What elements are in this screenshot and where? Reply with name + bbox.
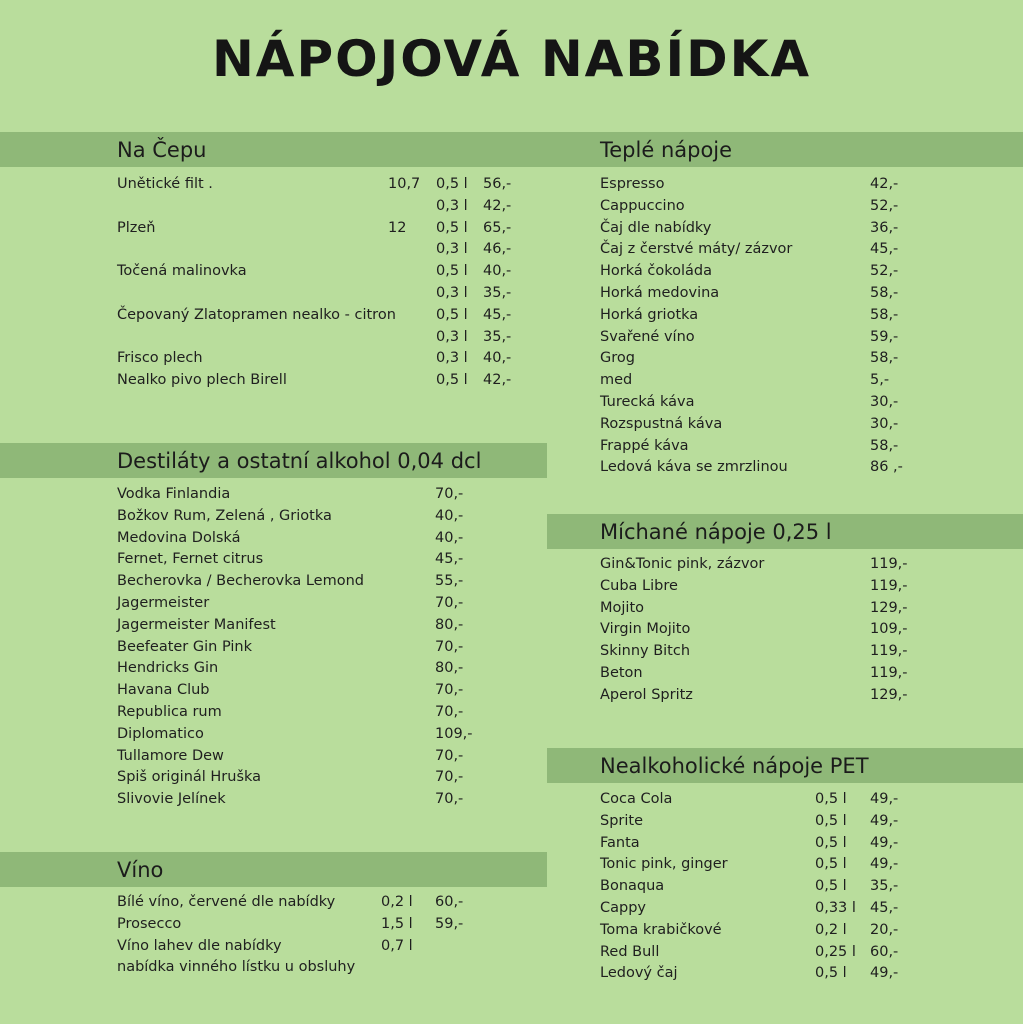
item-price: 60,- bbox=[870, 943, 899, 960]
item-name: Red Bull bbox=[600, 943, 660, 960]
menu-item-row bbox=[600, 788, 1020, 810]
menu-item-row bbox=[600, 304, 1020, 326]
item-price: 58,- bbox=[870, 285, 899, 301]
item-name: Sprite bbox=[600, 812, 644, 829]
menu-item-row bbox=[600, 640, 1020, 662]
menu-item-row bbox=[117, 347, 537, 369]
menu-item-row bbox=[600, 195, 1020, 217]
item-name: Tonic pink, ginger bbox=[600, 856, 728, 873]
menu-item-row bbox=[600, 941, 1020, 963]
menu-item-row bbox=[600, 875, 1020, 897]
item-name: Cappuccino bbox=[600, 197, 685, 214]
menu-item-row bbox=[117, 527, 537, 549]
menu-item-row bbox=[117, 570, 537, 592]
item-price: 80,- bbox=[435, 660, 464, 677]
item-price: 70,- bbox=[435, 486, 464, 502]
menu-item-row bbox=[600, 662, 1020, 684]
menu-item-row bbox=[600, 919, 1020, 941]
item-name: Ledová káva se zmrzlinou bbox=[600, 459, 788, 476]
item-name: Grog bbox=[600, 350, 635, 367]
item-volume: 0,3 l bbox=[436, 328, 468, 345]
item-volume: 0,33 l bbox=[815, 900, 856, 916]
menu-item-row bbox=[117, 173, 537, 195]
menu-item-row bbox=[117, 891, 537, 913]
item-name: Toma krabičkové bbox=[600, 921, 722, 938]
item-price: 109,- bbox=[870, 621, 908, 638]
item-name: Fanta bbox=[600, 834, 640, 851]
item-name: Točená malinovka bbox=[117, 263, 247, 280]
item-volume: 0,5 l bbox=[815, 791, 847, 807]
item-price: 40,- bbox=[435, 529, 464, 546]
item-price: 70,- bbox=[435, 638, 464, 655]
item-volume: 0,7 l bbox=[381, 937, 413, 954]
item-name: Vodka Finlandia bbox=[117, 486, 231, 502]
item-price: 45,- bbox=[870, 241, 899, 258]
item-name: Božkov Rum, Zelená , Griotka bbox=[117, 507, 332, 524]
item-price: 40,- bbox=[483, 350, 512, 367]
section-heading-na-cepu: Na Čepu bbox=[0, 132, 547, 167]
item-name: Čepovaný Zlatopramen nealko - citron bbox=[117, 306, 396, 323]
item-name: Svařené víno bbox=[600, 328, 695, 345]
section-heading-teple-napoje: Teplé nápoje bbox=[547, 132, 1023, 167]
item-price: 70,- bbox=[435, 769, 464, 786]
item-name: Turecká káva bbox=[600, 394, 695, 410]
item-name: Bílé víno, červené dle nabídky bbox=[117, 894, 336, 910]
section-heading-michane-napoje: Míchané nápoje 0,25 l bbox=[547, 514, 1023, 549]
item-price: 40,- bbox=[435, 507, 464, 524]
item-name: Fernet, Fernet citrus bbox=[117, 551, 264, 568]
item-price: 119,- bbox=[870, 643, 908, 660]
item-name: Skinny Bitch bbox=[600, 643, 691, 660]
item-name: Hendricks Gin bbox=[117, 660, 219, 677]
item-price: 40,- bbox=[483, 263, 512, 280]
item-name: Ledový čaj bbox=[600, 965, 678, 982]
item-price: 30,- bbox=[870, 415, 899, 432]
item-volume: 0,5 l bbox=[436, 176, 468, 192]
menu-item-row bbox=[600, 575, 1020, 597]
item-price: 42,- bbox=[483, 197, 512, 214]
item-name: Frappé káva bbox=[600, 437, 689, 454]
item-name: Mojito bbox=[600, 599, 644, 616]
item-price: 55,- bbox=[435, 573, 464, 590]
item-price: 59,- bbox=[435, 915, 464, 932]
item-name: Prosecco bbox=[117, 915, 182, 932]
menu-item-row bbox=[600, 810, 1020, 832]
item-price: 70,- bbox=[435, 704, 464, 720]
menu-item-row bbox=[117, 326, 537, 348]
menu-item-row bbox=[600, 369, 1020, 391]
menu-item-row bbox=[600, 618, 1020, 640]
item-price: 35,- bbox=[870, 878, 899, 895]
item-price: 70,- bbox=[435, 595, 464, 611]
item-name: Virgin Mojito bbox=[600, 621, 691, 638]
item-price: 49,- bbox=[870, 834, 899, 851]
item-price: 119,- bbox=[870, 665, 908, 681]
item-price: 35,- bbox=[483, 285, 512, 301]
item-name: nabídka vinného lístku u obsluhy bbox=[117, 959, 356, 976]
item-name: Cuba Libre bbox=[600, 577, 678, 594]
item-volume: 0,5 l bbox=[815, 812, 847, 829]
item-name: Becherovka / Becherovka Lemond bbox=[117, 573, 364, 590]
item-volume: 0,3 l bbox=[436, 285, 468, 301]
item-volume: 0,5 l bbox=[436, 372, 468, 389]
item-name: Medovina Dolská bbox=[117, 529, 241, 546]
menu-item-row bbox=[600, 553, 1020, 575]
menu-item-row bbox=[117, 701, 537, 723]
menu-item-row bbox=[600, 238, 1020, 260]
menu-item-row bbox=[117, 217, 537, 239]
menu-item-row bbox=[117, 238, 537, 260]
item-price: 59,- bbox=[870, 328, 899, 345]
item-volume: 0,25 l bbox=[815, 943, 856, 960]
menu-item-row bbox=[117, 369, 537, 391]
item-price: 49,- bbox=[870, 965, 899, 982]
item-name: Spiš originál Hruška bbox=[117, 769, 262, 786]
menu-item-row bbox=[117, 304, 537, 326]
page-title: NÁPOJOVÁ NABÍDKA bbox=[211, 30, 812, 88]
item-volume: 0,5 l bbox=[815, 878, 847, 895]
item-name: Beton bbox=[600, 665, 643, 681]
item-name: Horká čokoláda bbox=[600, 263, 712, 280]
item-price: 45,- bbox=[483, 306, 512, 323]
menu-item-row bbox=[117, 636, 537, 658]
item-name: Beefeater Gin Pink bbox=[117, 638, 252, 655]
item-volume: 0,2 l bbox=[815, 921, 847, 938]
menu-item-row bbox=[117, 723, 537, 745]
menu-item-row bbox=[117, 483, 537, 505]
item-name: Cappy bbox=[600, 900, 646, 916]
item-name: Coca Cola bbox=[600, 791, 673, 807]
item-name: Tullamore Dew bbox=[117, 747, 224, 764]
menu-item-row bbox=[600, 597, 1020, 619]
item-name: Víno lahev dle nabídky bbox=[117, 937, 282, 954]
menu-item-row bbox=[117, 548, 537, 570]
item-volume: 0,5 l bbox=[436, 306, 468, 323]
menu-item-row bbox=[117, 679, 537, 701]
item-name: Frisco plech bbox=[117, 350, 203, 367]
menu-item-row bbox=[117, 282, 537, 304]
item-price: 45,- bbox=[870, 900, 899, 916]
item-volume: 0,2 l bbox=[381, 894, 413, 910]
item-price: 45,- bbox=[435, 551, 464, 568]
item-price: 58,- bbox=[870, 306, 899, 323]
menu-item-row bbox=[600, 897, 1020, 919]
item-name: Aperol Spritz bbox=[600, 686, 693, 703]
item-price: 119,- bbox=[870, 556, 908, 572]
item-name: Čaj dle nabídky bbox=[600, 219, 712, 236]
item-volume: 0,5 l bbox=[436, 219, 468, 236]
item-name: Havana Club bbox=[117, 682, 210, 699]
menu-item-row bbox=[117, 592, 537, 614]
item-price: 58,- bbox=[870, 437, 899, 454]
section-heading-nealko-napoje: Nealkoholické nápoje PET bbox=[547, 748, 1023, 783]
menu-item-row bbox=[117, 657, 537, 679]
item-volume: 0,5 l bbox=[815, 965, 847, 982]
menu-item-row bbox=[117, 935, 537, 957]
menu-item-row bbox=[600, 456, 1020, 478]
menu-item-row bbox=[600, 347, 1020, 369]
item-degree: 12 bbox=[388, 219, 407, 236]
item-price: 49,- bbox=[870, 791, 899, 807]
menu-item-row bbox=[117, 260, 537, 282]
item-name: Bonaqua bbox=[600, 878, 665, 895]
item-name: Nealko pivo plech Birell bbox=[117, 372, 287, 389]
item-name: Unětické filt . bbox=[117, 176, 213, 192]
menu-item-row bbox=[600, 853, 1020, 875]
item-price: 42,- bbox=[483, 372, 512, 389]
menu-item-row bbox=[117, 788, 537, 810]
item-price: 35,- bbox=[483, 328, 512, 345]
menu-item-row bbox=[600, 832, 1020, 854]
item-price: 80,- bbox=[435, 616, 464, 633]
item-price: 52,- bbox=[870, 263, 899, 280]
item-volume: 0,5 l bbox=[436, 263, 468, 280]
item-price: 129,- bbox=[870, 599, 908, 616]
menu-item-row bbox=[600, 173, 1020, 195]
item-name: Slivovie Jelínek bbox=[117, 791, 226, 808]
item-price: 65,- bbox=[483, 219, 512, 236]
item-name: Horká medovina bbox=[600, 285, 720, 301]
item-name: Jagermeister bbox=[117, 595, 210, 611]
item-volume: 0,3 l bbox=[436, 350, 468, 367]
menu-item-row bbox=[600, 282, 1020, 304]
section-heading-destilaty: Destiláty a ostatní alkohol 0,04 dcl bbox=[0, 443, 547, 478]
item-name: Jagermeister Manifest bbox=[117, 616, 276, 633]
item-price: 119,- bbox=[870, 577, 908, 594]
item-name: Plzeň bbox=[117, 219, 156, 236]
item-name: Republica rum bbox=[117, 704, 222, 720]
item-name: Rozspustná káva bbox=[600, 415, 723, 432]
item-price: 5,- bbox=[870, 372, 890, 389]
item-price: 20,- bbox=[870, 921, 899, 938]
item-price: 70,- bbox=[435, 747, 464, 764]
menu-item-row bbox=[600, 435, 1020, 457]
item-price: 36,- bbox=[870, 219, 899, 236]
item-name: med bbox=[600, 372, 633, 389]
item-price: 129,- bbox=[870, 686, 908, 703]
item-name: Diplomatico bbox=[117, 725, 204, 742]
menu-item-row bbox=[117, 614, 537, 636]
menu-item-row bbox=[117, 913, 537, 935]
item-volume: 0,3 l bbox=[436, 241, 468, 258]
menu-item-row bbox=[600, 326, 1020, 348]
menu-item-row bbox=[600, 217, 1020, 239]
menu-item-row bbox=[117, 505, 537, 527]
item-price: 52,- bbox=[870, 197, 899, 214]
menu-item-row bbox=[117, 195, 537, 217]
menu-item-row bbox=[600, 391, 1020, 413]
item-price: 30,- bbox=[870, 394, 899, 410]
item-degree: 10,7 bbox=[388, 176, 421, 192]
item-price: 86 ,- bbox=[870, 459, 903, 476]
item-price: 70,- bbox=[435, 682, 464, 699]
menu-item-row bbox=[600, 413, 1020, 435]
item-name: Gin&Tonic pink, zázvor bbox=[600, 556, 765, 572]
item-name: Espresso bbox=[600, 176, 665, 192]
item-price: 42,- bbox=[870, 176, 899, 192]
menu-item-row bbox=[117, 956, 537, 978]
item-price: 46,- bbox=[483, 241, 512, 258]
item-name: Čaj z čerstvé máty/ zázvor bbox=[600, 241, 793, 258]
menu-item-row bbox=[600, 260, 1020, 282]
section-heading-vino: Víno bbox=[0, 852, 547, 887]
item-volume: 0,5 l bbox=[815, 834, 847, 851]
item-price: 58,- bbox=[870, 350, 899, 367]
menu-item-row bbox=[600, 962, 1020, 984]
item-price: 109,- bbox=[435, 725, 473, 742]
item-volume: 1,5 l bbox=[381, 915, 413, 932]
item-name: Horká griotka bbox=[600, 306, 699, 323]
item-price: 49,- bbox=[870, 856, 899, 873]
menu-item-row bbox=[117, 745, 537, 767]
item-volume: 0,3 l bbox=[436, 197, 468, 214]
menu-item-row bbox=[117, 766, 537, 788]
item-price: 49,- bbox=[870, 812, 899, 829]
item-price: 70,- bbox=[435, 791, 464, 808]
item-price: 60,- bbox=[435, 894, 464, 910]
item-volume: 0,5 l bbox=[815, 856, 847, 873]
menu-item-row bbox=[600, 684, 1020, 706]
item-price: 56,- bbox=[483, 176, 512, 192]
